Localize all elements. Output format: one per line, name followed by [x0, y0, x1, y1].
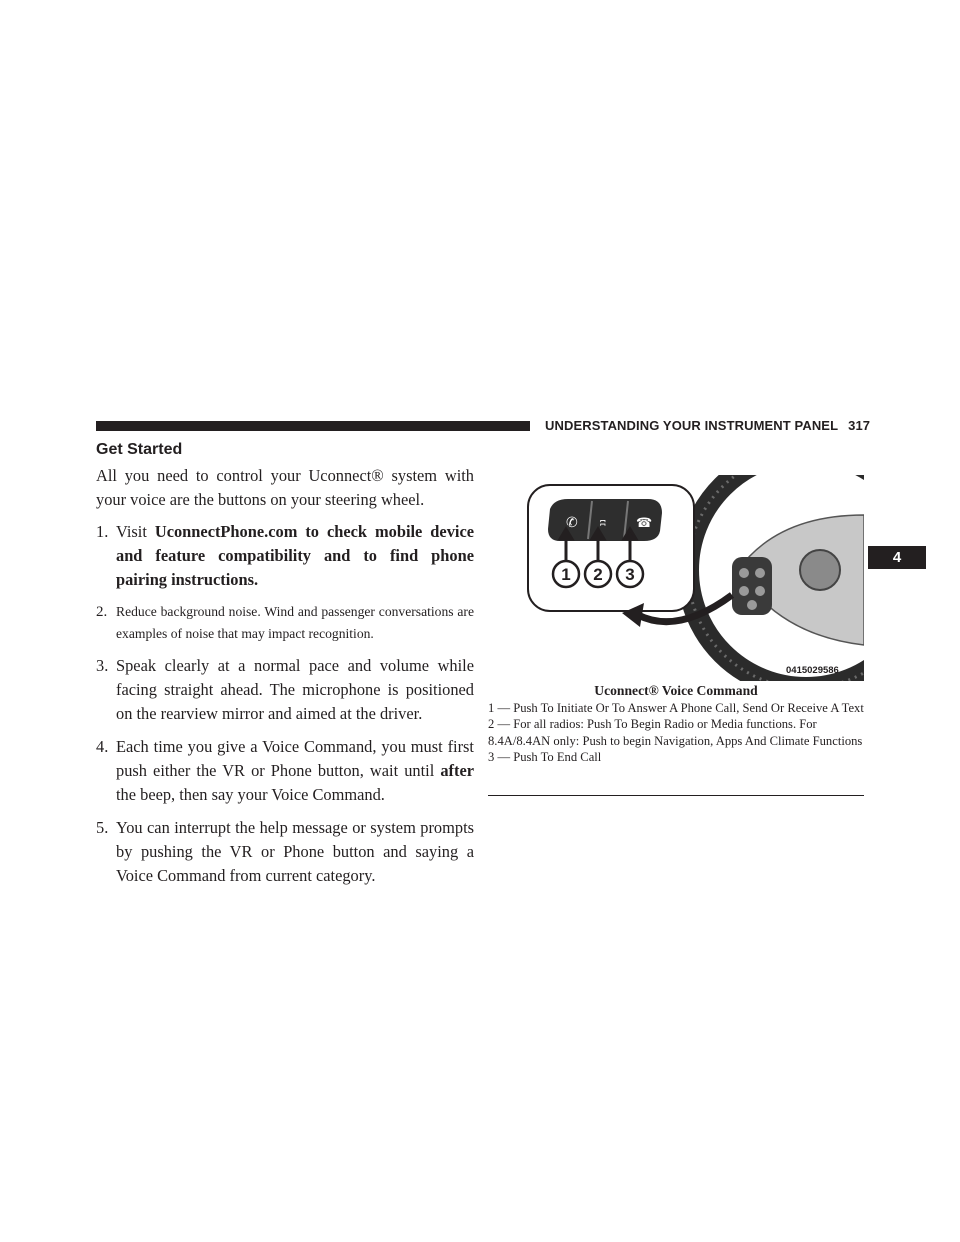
running-header	[545, 418, 870, 433]
figure-caption	[488, 683, 864, 765]
phone-icon: ✆	[566, 515, 578, 531]
header-rule	[96, 421, 530, 431]
header-section-title: UNDERSTANDING YOUR INSTRUMENT PANEL	[545, 418, 839, 433]
step-number: 1.	[96, 522, 109, 541]
body-column	[96, 464, 474, 897]
page-number: 317	[848, 418, 871, 433]
steps-list	[96, 520, 474, 888]
chapter-tab[interactable]: 4	[868, 546, 926, 569]
step-text-after: the beep, then say your Voice Command.	[116, 785, 385, 804]
step-text: Reduce background noise. Wind and passenger conversations are examples of noise that may impact recognition.	[116, 604, 474, 641]
callout-1: 1	[561, 565, 571, 584]
list-item	[96, 735, 474, 807]
step-text: You can interrupt the help message or system prompts by pushing the VR or Phone button and saying a Voice Command from current category.	[116, 818, 474, 885]
caption-line: 3 — Push To End Call	[488, 749, 602, 764]
figure-code: 0415029586	[786, 665, 839, 676]
section-title: Get Started	[96, 441, 183, 458]
step-number: 4.	[96, 737, 109, 756]
caption-line: 2 — For all radios: Push To Begin Radio or Media functions. For 8.4A/8.4AN only: Push to begin Navigation, Apps And Climate Functions	[488, 717, 863, 748]
zoom-inset	[528, 485, 694, 611]
list-item	[96, 654, 474, 726]
callout-2: 2	[593, 565, 603, 584]
voice-icon: ʭ	[600, 517, 606, 530]
list-item	[96, 816, 474, 888]
step-text: Each time you give a Voice Command, you must first push either the VR or Phone button, wait until	[116, 737, 474, 780]
caption-title: Uconnect® Voice Command	[594, 683, 758, 698]
step-text: UconnectPhone.com to check mobile device and feature compatibility and to find phone pairing instructions.	[116, 522, 474, 589]
steering-wheel	[688, 475, 864, 681]
end-call-icon: ☎	[636, 516, 653, 531]
step-number: 3.	[96, 656, 109, 675]
list-item	[96, 520, 474, 592]
intro-paragraph: All you need to control your Uconnect® system with your voice are the buttons on your steering wheel.	[96, 466, 474, 509]
step-number: 2.	[96, 604, 108, 620]
step-emphasis: after	[440, 761, 474, 780]
callout-3: 3	[625, 565, 635, 584]
steering-wheel-illustration	[488, 475, 864, 681]
step-number: 5.	[96, 818, 109, 837]
step-prefix: Visit	[116, 522, 155, 541]
caption-rule	[488, 795, 864, 796]
caption-line: 1 — Push To Initiate Or To Answer A Phone Call, Send Or Receive A Text	[488, 701, 864, 716]
steering-wheel-figure	[488, 475, 864, 681]
step-text: Speak clearly at a normal pace and volume while facing straight ahead. The microphone is positioned on the rearview mirror and aimed at the driver.	[116, 656, 474, 723]
list-item	[96, 601, 474, 645]
